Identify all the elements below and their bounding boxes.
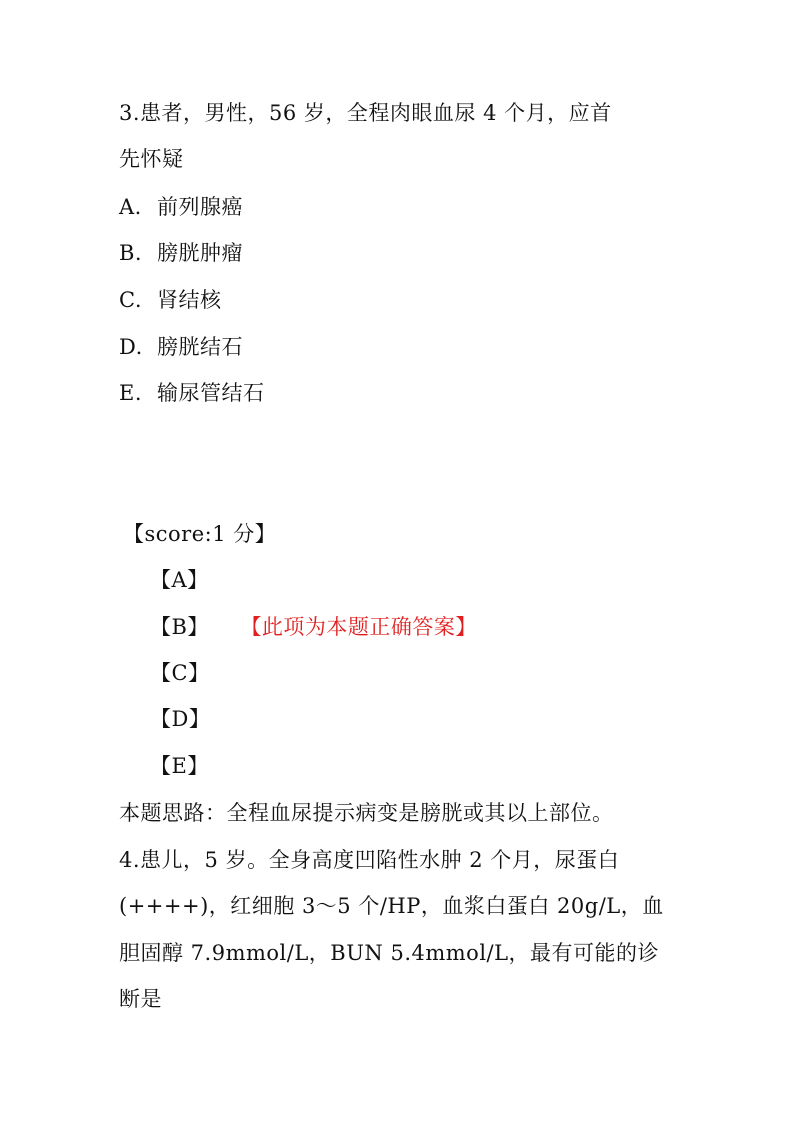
option-text: 输尿管结石	[157, 381, 265, 405]
option-letter: B.	[119, 241, 143, 265]
option-letter: C.	[119, 288, 142, 312]
option-text: 膀胱肿瘤	[157, 241, 243, 265]
answer-choice-b[interactable]	[150, 612, 477, 642]
answer-choice-e[interactable]: 【E】	[150, 754, 209, 778]
q3-option-e	[119, 378, 265, 408]
option-text: 肾结核	[157, 288, 222, 312]
option-letter: E.	[119, 381, 143, 405]
explanation-text: 本题思路：全程血尿提示病变是膀胱或其以上部位。	[119, 801, 614, 825]
q3-option-c	[119, 285, 222, 315]
correct-answer-note: 【此项为本题正确答案】	[250, 615, 477, 639]
option-text: 膀胱结石	[157, 335, 243, 359]
answer-choice-b-label: 【B】	[150, 615, 209, 639]
answer-choice-c[interactable]: 【C】	[150, 661, 210, 685]
q3-option-a	[119, 192, 243, 222]
option-text: 前列腺癌	[157, 195, 243, 219]
q4-stem-line-4: 断是	[119, 987, 162, 1011]
q4-stem-line-1: 4.患儿，5 岁。全身高度凹陷性水肿 2 个月，尿蛋白	[119, 848, 620, 872]
option-letter: D.	[119, 335, 143, 359]
answer-choice-a[interactable]: 【A】	[150, 568, 209, 592]
q4-stem-line-2: (++++)，红细胞 3～5 个/HP，血浆白蛋白 20g/L，血	[119, 894, 664, 918]
q3-option-d	[119, 332, 243, 362]
q4-stem-line-3: 胆固醇 7.9mmol/L，BUN 5.4mmol/L，最有可能的诊	[119, 941, 660, 965]
answer-choice-d[interactable]: 【D】	[150, 707, 211, 731]
q3-option-b	[119, 238, 243, 268]
q3-stem-line-2: 先怀疑	[119, 147, 184, 171]
option-letter: A.	[119, 195, 142, 219]
q3-stem-line-1: 3.患者，男性，56 岁，全程肉眼血尿 4 个月，应首	[119, 101, 612, 125]
score-label: 【score:1 分】	[123, 522, 277, 546]
